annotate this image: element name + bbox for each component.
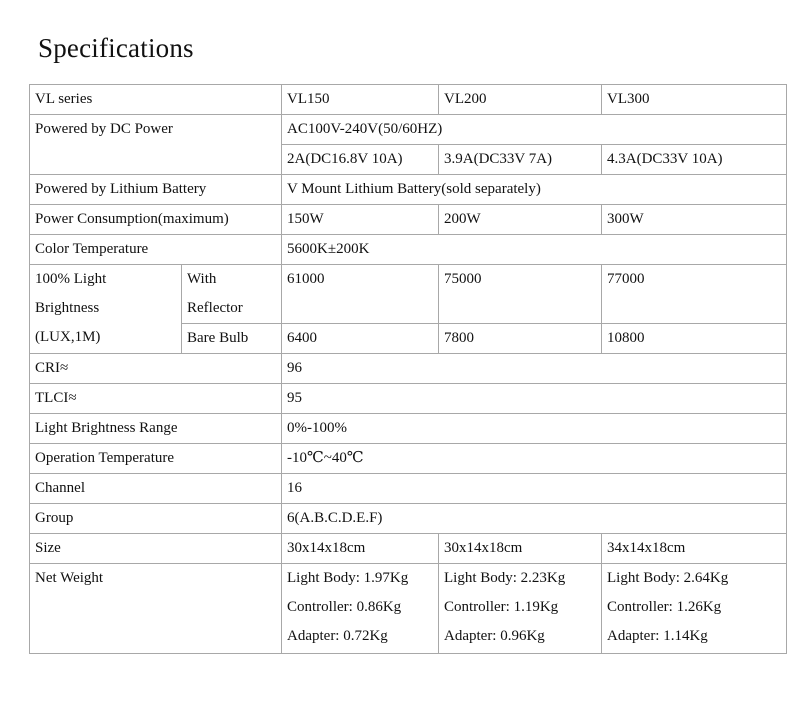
table-row	[30, 175, 787, 205]
power-consumption-vl150: 150W	[282, 205, 439, 235]
with-reflector-label-line: Reflector	[187, 300, 243, 316]
table-row	[30, 564, 787, 654]
page-title: Specifications	[38, 33, 194, 63]
power-consumption-vl200: 200W	[439, 205, 602, 235]
group-label: Group	[30, 504, 282, 534]
net-weight-line: Light Body: 2.23Kg	[444, 570, 566, 586]
channel-label: Channel	[30, 474, 282, 504]
dc-power-input: AC100V-240V(50/60HZ)	[282, 115, 787, 145]
net-weight-vl200	[439, 564, 602, 654]
table-row	[30, 85, 787, 115]
dc-power-output-vl150: 2A(DC16.8V 10A)	[282, 145, 439, 175]
net-weight-line: Adapter: 1.14Kg	[607, 628, 708, 644]
header-series-label: VL series	[30, 85, 282, 115]
brightness-range-label: Light Brightness Range	[30, 414, 282, 444]
tlci-label: TLCI≈	[30, 384, 282, 414]
table-row	[30, 414, 787, 444]
net-weight-line: Controller: 0.86Kg	[287, 599, 402, 615]
table-row	[30, 265, 787, 324]
battery-value: V Mount Lithium Battery(sold separately)	[282, 175, 787, 205]
operation-temperature-label: Operation Temperature	[30, 444, 282, 474]
size-label: Size	[30, 534, 282, 564]
brightness-label-line: Brightness	[35, 300, 100, 316]
table-row	[30, 354, 787, 384]
header-model-vl200: VL200	[439, 85, 602, 115]
group-value: 6(A.B.C.D.E.F)	[282, 504, 787, 534]
dc-power-output-vl300: 4.3A(DC33V 10A)	[602, 145, 787, 175]
net-weight-line: Light Body: 1.97Kg	[287, 570, 409, 586]
bare-bulb-label: Bare Bulb	[182, 324, 282, 354]
size-vl300: 34x14x18cm	[602, 534, 787, 564]
table-row	[30, 115, 787, 145]
color-temperature-value: 5600K±200K	[282, 235, 787, 265]
net-weight-line: Adapter: 0.72Kg	[287, 628, 388, 644]
with-reflector-vl150: 61000	[282, 265, 439, 324]
brightness-label	[30, 265, 182, 354]
color-temperature-label: Color Temperature	[30, 235, 282, 265]
brightness-range-value: 0%-100%	[282, 414, 787, 444]
table-row	[30, 235, 787, 265]
operation-temperature-value: -10℃~40℃	[282, 444, 787, 474]
specifications-table	[29, 84, 787, 654]
table-row	[30, 474, 787, 504]
tlci-value: 95	[282, 384, 787, 414]
table-row	[30, 384, 787, 414]
size-vl200: 30x14x18cm	[439, 534, 602, 564]
brightness-label-line: (LUX,1M)	[35, 329, 101, 345]
net-weight-label: Net Weight	[30, 564, 282, 654]
bare-bulb-vl300: 10800	[602, 324, 787, 354]
with-reflector-vl200: 75000	[439, 265, 602, 324]
brightness-label-line: 100% Light	[35, 271, 107, 287]
net-weight-line: Adapter: 0.96Kg	[444, 628, 545, 644]
header-model-vl300: VL300	[602, 85, 787, 115]
power-consumption-vl300: 300W	[602, 205, 787, 235]
table-row	[30, 504, 787, 534]
with-reflector-label-line: With	[187, 271, 217, 287]
with-reflector-vl300: 77000	[602, 265, 787, 324]
power-consumption-label: Power Consumption(maximum)	[30, 205, 282, 235]
table-row	[30, 205, 787, 235]
cri-value: 96	[282, 354, 787, 384]
size-vl150: 30x14x18cm	[282, 534, 439, 564]
net-weight-vl300	[602, 564, 787, 654]
net-weight-line: Controller: 1.19Kg	[444, 599, 559, 615]
net-weight-line: Light Body: 2.64Kg	[607, 570, 729, 586]
table-row	[30, 534, 787, 564]
battery-label: Powered by Lithium Battery	[30, 175, 282, 205]
net-weight-line: Controller: 1.26Kg	[607, 599, 722, 615]
dc-power-output-vl200: 3.9A(DC33V 7A)	[439, 145, 602, 175]
bare-bulb-vl150: 6400	[282, 324, 439, 354]
cri-label: CRI≈	[30, 354, 282, 384]
with-reflector-label	[182, 265, 282, 324]
header-model-vl150: VL150	[282, 85, 439, 115]
net-weight-vl150	[282, 564, 439, 654]
table-row	[30, 444, 787, 474]
channel-value: 16	[282, 474, 787, 504]
dc-power-label: Powered by DC Power	[30, 115, 282, 175]
bare-bulb-vl200: 7800	[439, 324, 602, 354]
